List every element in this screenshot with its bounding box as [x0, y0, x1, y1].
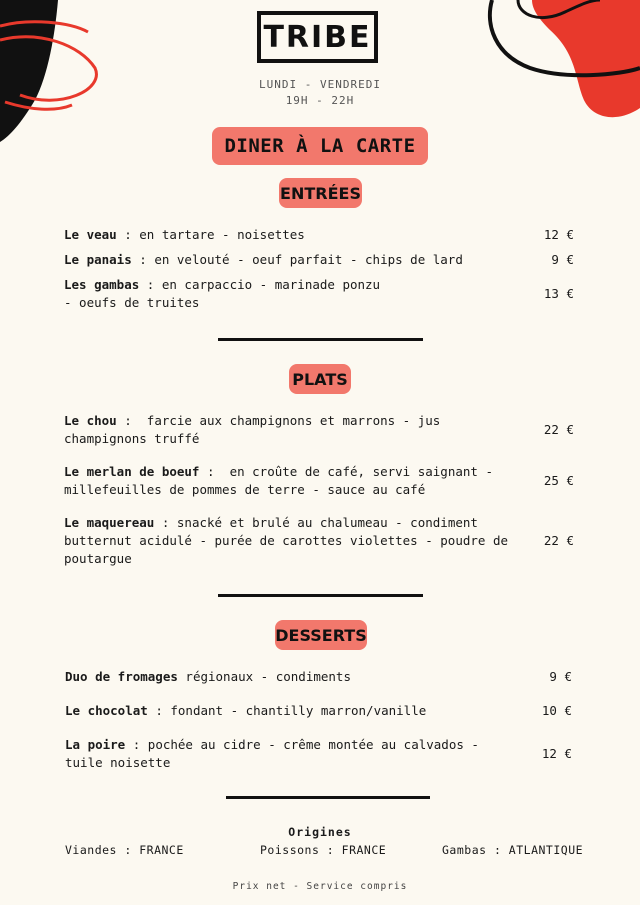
item-name: Le chocolat	[65, 703, 148, 718]
item-price: 22 €	[543, 422, 574, 437]
item-description: en tartare - noisettes	[139, 227, 305, 242]
brand-logo: TRIBE	[257, 11, 378, 63]
menu-item: Le chocolat : fondant - chantilly marron/vanille 10 €	[65, 703, 572, 718]
origin-poissons: Poissons : FRANCE	[260, 843, 387, 857]
item-price: 10 €	[541, 703, 572, 718]
footer-note: Prix net - Service compris	[232, 881, 408, 892]
section-title-desserts: DESSERTS	[275, 620, 367, 650]
item-name: Le panais	[64, 252, 132, 267]
item-description: fondant - chantilly marron/vanille	[170, 703, 427, 718]
item-description: pochée au cidre - crême montée au calvados - tuile noisette	[65, 737, 479, 770]
item-price: 12 €	[541, 746, 572, 761]
decor-shape-right	[470, 0, 640, 130]
menu-item	[65, 668, 572, 686]
item-description: en carpaccio - marinade ponzu - oeufs de truites	[64, 277, 381, 310]
item-description: farcie aux champignons et marrons - jus champignons truffé	[64, 413, 441, 446]
menu-item: Le maquereau : snacké et brulé au chalumeau - condiment butternut acidulé - purée de carottes violettes - poudre de poutargue 22 €	[64, 515, 574, 566]
menu-item: La poire : pochée au cidre - crême montée au calvados - tuile noisette 12 €	[65, 737, 572, 770]
opening-days: LUNDI - VENDREDI	[259, 78, 381, 91]
menu-item: Le chou : farcie aux champignons et marrons - jus champignons truffé 22 €	[64, 413, 574, 446]
item-name: Le merlan de boeuf	[64, 464, 200, 479]
menu-item: Les gambas : en carpaccio - marinade ponzu - oeufs de truites 13 €	[64, 277, 574, 310]
item-price: 9 €	[551, 252, 574, 267]
item-name: Le veau	[64, 227, 117, 242]
section-divider	[226, 796, 430, 799]
menu-item: Le merlan de boeuf : en croûte de café, servi saignant - millefeuilles de pommes de terre - sauce au café 25 €	[64, 464, 574, 497]
section-divider	[218, 594, 423, 597]
item-description: en velouté - oeuf parfait - chips de lard	[154, 252, 463, 267]
origin-gambas: Gambas : ATLANTIQUE	[442, 843, 584, 857]
item-price: 12 €	[543, 227, 574, 242]
section-divider	[218, 338, 423, 341]
decor-shape-left	[0, 0, 115, 150]
section-title-entrees: ENTRÉES	[279, 178, 362, 208]
item-name: Le chou	[64, 413, 117, 428]
item-price: 25 €	[543, 473, 574, 488]
item-name: La poire	[65, 737, 126, 752]
menu-title: DINER À LA CARTE	[212, 127, 428, 165]
item-description: en croûte de café, servi saignant - millefeuilles de pommes de terre - sauce au café	[64, 464, 493, 497]
item-price: 13 €	[543, 286, 574, 301]
opening-hours: 19H - 22H	[285, 94, 355, 107]
item-price: 22 €	[543, 533, 574, 548]
menu-item: Le veau : en tartare - noisettes 12 €	[64, 227, 574, 242]
item-name: Duo de fromages	[65, 669, 178, 684]
section-title-plats: PLATS	[289, 364, 351, 394]
item-description: régionaux - condiments	[185, 669, 351, 684]
menu-item: Le panais : en velouté - oeuf parfait - chips de lard 9 €	[64, 252, 574, 267]
item-description: snacké et brulé au chalumeau - condiment butternut acidulé - purée de carottes violettes - poudre de poutargue	[64, 515, 509, 566]
item-name: Les gambas	[64, 277, 140, 292]
origins-title: Origines	[288, 825, 352, 839]
item-price: 9 €	[549, 669, 572, 684]
item-name: Le maquereau	[64, 515, 155, 530]
origin-viandes: Viandes : FRANCE	[65, 843, 184, 857]
